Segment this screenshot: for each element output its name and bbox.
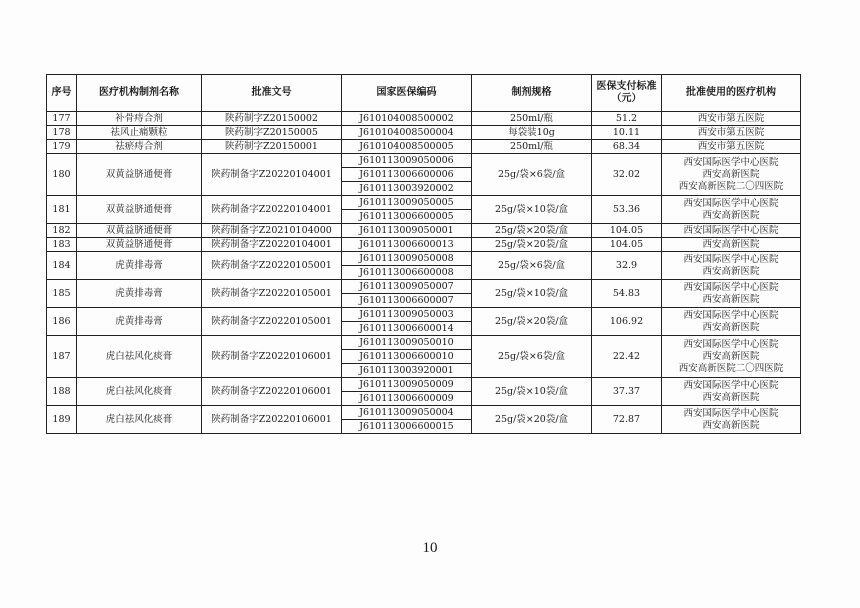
cell-seq: 184: [47, 252, 77, 280]
cell-seq: 178: [47, 126, 77, 140]
cell-price: 32.9: [592, 252, 662, 280]
cell-approval: 陕药制备字Z20220106001: [202, 406, 342, 434]
cell-approval: 陕药制备字Z20220105001: [202, 308, 342, 336]
cell-approval: 陕药制备字Z20210104000: [202, 224, 342, 238]
cell-name: 双黄益脐通便膏: [77, 154, 202, 196]
cell-seq: 185: [47, 280, 77, 308]
cell-name: 祛瘀痔合剂: [77, 140, 202, 154]
cell-code: J610104008500005: [342, 140, 472, 154]
institution-line: 西安高新医院: [702, 238, 760, 250]
institution-line: 西安市第五医院: [697, 140, 765, 152]
institution-line: 西安国际医学中心医院: [683, 224, 779, 236]
cell-code: J610113003920002: [342, 182, 472, 196]
cell-seq: 182: [47, 224, 77, 238]
cell-name: 虎白祛风化痰膏: [77, 378, 202, 406]
table-row: [47, 224, 801, 238]
cell-price: 106.92: [592, 308, 662, 336]
cell-code: J610113009050003: [342, 308, 472, 322]
institution-line: 西安国际医学中心医院: [683, 281, 779, 293]
institution-line: 西安国际医学中心医院: [683, 253, 779, 265]
cell-seq: 188: [47, 378, 77, 406]
institution-line: 西安高新医院: [702, 350, 760, 362]
cell-institution: [662, 224, 801, 238]
cell-approval: 陕药制备字Z20220106001: [202, 378, 342, 406]
cell-spec: 250ml/瓶: [472, 140, 592, 154]
institution-line: 西安国际医学中心医院: [683, 379, 779, 391]
cell-spec: 25g/袋×6袋/盒: [472, 336, 592, 378]
table-row: [47, 140, 801, 154]
header-spec: 制剂规格: [472, 75, 592, 112]
cell-code: J610113006600006: [342, 168, 472, 182]
institution-line: 西安国际医学中心医院: [683, 309, 779, 321]
cell-spec: 25g/袋×10袋/盒: [472, 196, 592, 224]
cell-spec: 25g/袋×10袋/盒: [472, 280, 592, 308]
cell-price: 32.02: [592, 154, 662, 196]
table-row: [47, 336, 801, 350]
cell-name: 虎黄排毒膏: [77, 252, 202, 280]
cell-code: J610113009050009: [342, 378, 472, 392]
cell-price: 53.36: [592, 196, 662, 224]
cell-institution: [662, 280, 801, 308]
cell-seq: 187: [47, 336, 77, 378]
institution-line: 西安国际医学中心医院: [683, 338, 779, 350]
cell-approval: 陕药制备字Z20220105001: [202, 280, 342, 308]
cell-price: 22.42: [592, 336, 662, 378]
cell-institution: [662, 196, 801, 224]
cell-institution: [662, 308, 801, 336]
cell-seq: 181: [47, 196, 77, 224]
cell-code: J610113009050006: [342, 154, 472, 168]
cell-institution: [662, 252, 801, 280]
header-code: 国家医保编码: [342, 75, 472, 112]
cell-approval: 陕药制备字Z20220104001: [202, 154, 342, 196]
cell-approval: 陕药制备字Z20220104001: [202, 196, 342, 224]
cell-code: J610113006600014: [342, 322, 472, 336]
cell-spec: 25g/袋×10袋/盒: [472, 378, 592, 406]
institution-line: 西安高新医院: [702, 168, 760, 180]
cell-spec: 25g/袋×20袋/盒: [472, 238, 592, 252]
cell-spec: 25g/袋×20袋/盒: [472, 406, 592, 434]
cell-approval: 陕药制字Z20150002: [202, 112, 342, 126]
cell-spec: 25g/袋×20袋/盒: [472, 224, 592, 238]
cell-price: 37.37: [592, 378, 662, 406]
cell-name: 虎白祛风化痰膏: [77, 406, 202, 434]
institution-line: 西安高新医院: [702, 265, 760, 277]
cell-institution: [662, 406, 801, 434]
institution-line: 西安国际医学中心医院: [683, 156, 779, 168]
table-row: [47, 126, 801, 140]
cell-name: 双黄益脐通便膏: [77, 224, 202, 238]
cell-code: J610113009050005: [342, 196, 472, 210]
header-price: 医保支付标准（元）: [592, 75, 662, 112]
cell-approval: 陕药制字Z20150005: [202, 126, 342, 140]
cell-name: 虎黄排毒膏: [77, 280, 202, 308]
cell-code: J610113003920001: [342, 364, 472, 378]
cell-approval: 陕药制备字Z20220105001: [202, 252, 342, 280]
cell-code: J610113006600015: [342, 420, 472, 434]
cell-spec: 25g/袋×6袋/盒: [472, 154, 592, 196]
cell-institution: [662, 126, 801, 140]
table-row: [47, 112, 801, 126]
table-header-row: [47, 75, 801, 112]
cell-institution: [662, 154, 801, 196]
table-row: [47, 308, 801, 322]
cell-price: 72.87: [592, 406, 662, 434]
institution-line: 西安市第五医院: [697, 126, 765, 138]
cell-seq: 177: [47, 112, 77, 126]
cell-name: 双黄益脐通便膏: [77, 238, 202, 252]
table-row: [47, 406, 801, 420]
institution-line: 西安高新医院: [702, 391, 760, 403]
cell-name: 虎黄排毒膏: [77, 308, 202, 336]
table-row: [47, 252, 801, 266]
cell-seq: 180: [47, 154, 77, 196]
cell-name: 双黄益脐通便膏: [77, 196, 202, 224]
header-seq: 序号: [47, 75, 77, 112]
institution-line: 西安高新医院二〇四医院: [678, 180, 784, 192]
institution-line: 西安高新医院二〇四医院: [678, 362, 784, 374]
cell-price: 104.05: [592, 224, 662, 238]
cell-name: 祛风止痛颗粒: [77, 126, 202, 140]
cell-approval: 陕药制字Z20150001: [202, 140, 342, 154]
cell-code: J610113009050010: [342, 336, 472, 350]
page-number: 10: [422, 540, 438, 556]
cell-code: J610113009050004: [342, 406, 472, 420]
cell-code: J610113006600013: [342, 238, 472, 252]
institution-line: 西安高新医院: [702, 293, 760, 305]
cell-spec: 25g/袋×6袋/盒: [472, 252, 592, 280]
cell-approval: 陕药制备字Z20220104001: [202, 238, 342, 252]
table-row: [47, 378, 801, 392]
cell-approval: 陕药制备字Z20220106001: [202, 336, 342, 378]
table-row: [47, 238, 801, 252]
cell-code: J610113009050008: [342, 252, 472, 266]
cell-code: J610113006600005: [342, 210, 472, 224]
institution-line: 西安高新医院: [702, 321, 760, 333]
cell-institution: [662, 378, 801, 406]
cell-seq: 189: [47, 406, 77, 434]
cell-institution: [662, 112, 801, 126]
drug-price-table: [46, 74, 801, 434]
institution-line: 西安市第五医院: [697, 112, 765, 124]
cell-price: 51.2: [592, 112, 662, 126]
cell-name: 虎白祛风化痰膏: [77, 336, 202, 378]
institution-line: 西安高新医院: [702, 209, 760, 221]
institution-line: 西安国际医学中心医院: [683, 197, 779, 209]
cell-code: J610104008500004: [342, 126, 472, 140]
cell-code: J610113006600007: [342, 294, 472, 308]
cell-institution: [662, 336, 801, 378]
cell-price: 104.05: [592, 238, 662, 252]
cell-institution: [662, 238, 801, 252]
table-row: [47, 154, 801, 168]
cell-spec: 每袋装10g: [472, 126, 592, 140]
cell-spec: 25g/袋×20袋/盒: [472, 308, 592, 336]
cell-code: J610104008500002: [342, 112, 472, 126]
cell-institution: [662, 140, 801, 154]
cell-code: J610113006600009: [342, 392, 472, 406]
cell-code: J610113006600010: [342, 350, 472, 364]
header-name: 医疗机构制剂名称: [77, 75, 202, 112]
header-institution: 批准使用的医疗机构: [662, 75, 801, 112]
table-row: [47, 196, 801, 210]
cell-name: 补骨痔合剂: [77, 112, 202, 126]
header-approval: 批准文号: [202, 75, 342, 112]
table-body: [47, 112, 801, 434]
cell-price: 54.83: [592, 280, 662, 308]
table-row: [47, 280, 801, 294]
institution-line: 西安国际医学中心医院: [683, 407, 779, 419]
institution-line: 西安高新医院: [702, 419, 760, 431]
cell-seq: 179: [47, 140, 77, 154]
cell-spec: 250ml/瓶: [472, 112, 592, 126]
cell-code: J610113009050001: [342, 224, 472, 238]
cell-code: J610113006600008: [342, 266, 472, 280]
cell-price: 68.34: [592, 140, 662, 154]
cell-seq: 186: [47, 308, 77, 336]
cell-price: 10.11: [592, 126, 662, 140]
cell-code: J610113009050007: [342, 280, 472, 294]
cell-seq: 183: [47, 238, 77, 252]
